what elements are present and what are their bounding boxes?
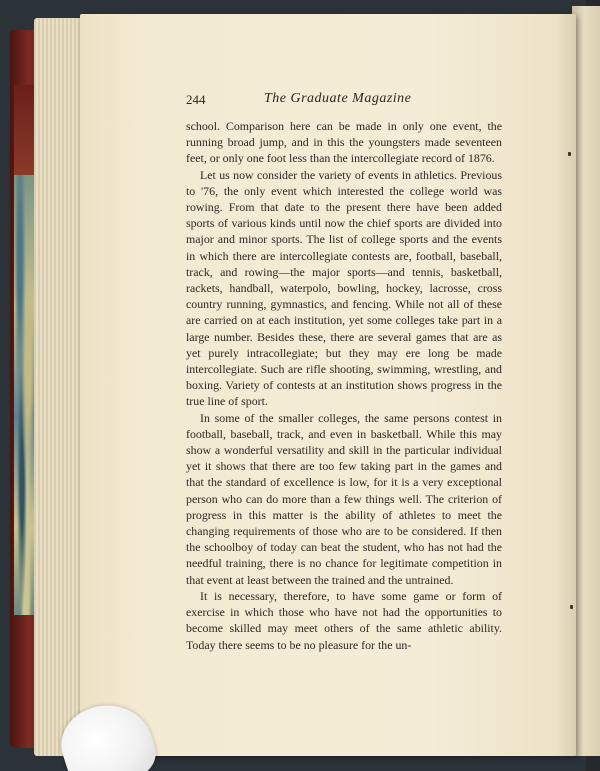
page-edge-mark (570, 605, 573, 609)
cover-leather-strip (14, 85, 36, 175)
page-edge-mark (568, 152, 571, 156)
paragraph: school. Comparison here can be made in only one event, the running broad jump, and in this the youngsters made seventeen feet, or only one foot less than the intercollegiate record of 1876. (186, 119, 502, 166)
page-number: 244 (186, 92, 206, 107)
running-header (186, 92, 506, 110)
facing-page-edge (572, 6, 600, 756)
paragraph: In some of the smaller colleges, the same persons contest in football, baseball, track, and even in basketball. While this may show a wonderful versatility and skill in the particular individual yet it shows that there are too few taking part in the games and that the standard of excellence is low, for it is a very exceptional person who can do more than a few things well. The criterion of progress in this matter is the ability of athletes to meet the changing requirements of those who are to be considered. If then the schoolboy of today can beat the student, who has not had the needful training, there is no chance for legitimate competition in that event at least between the trained and the untrained. (186, 410, 502, 587)
journal-title: The Graduate Magazine (264, 91, 412, 106)
body-text (186, 118, 502, 653)
paragraph: Let us now consider the variety of events in athletics. Previous to '76, the only event which interested the college world was rowing. From that date to the present there have been added sports of various kinds until now the chief sports are divided into major and minor sports. The list of college sports and the events in which there are intercollegiate contests are, football, baseball, track, and rowing—the major sports—and tennis, basketball, rackets, handball, waterpolo, bowling, hockey, lacrosse, cross country running, gymnastics, and fencing. While not all of these are carried on at each institution, yet some colleges take part in a large number. Besides these, there are several games that are as yet purely intracollegiate; but they may ere long be made intercollegiate. Such are rifle shooting, swimming, wrestling, and boxing. Variety of contests at an institution shows progress in the true line of sport. (186, 167, 502, 409)
marbled-endpaper (14, 175, 34, 615)
paragraph: It is necessary, therefore, to have some game or form of exercise in which those who have not had the opportunities to become skilled may meet others of the same athletic ability. Today there seems to be no pleasure for the un- (186, 588, 502, 652)
